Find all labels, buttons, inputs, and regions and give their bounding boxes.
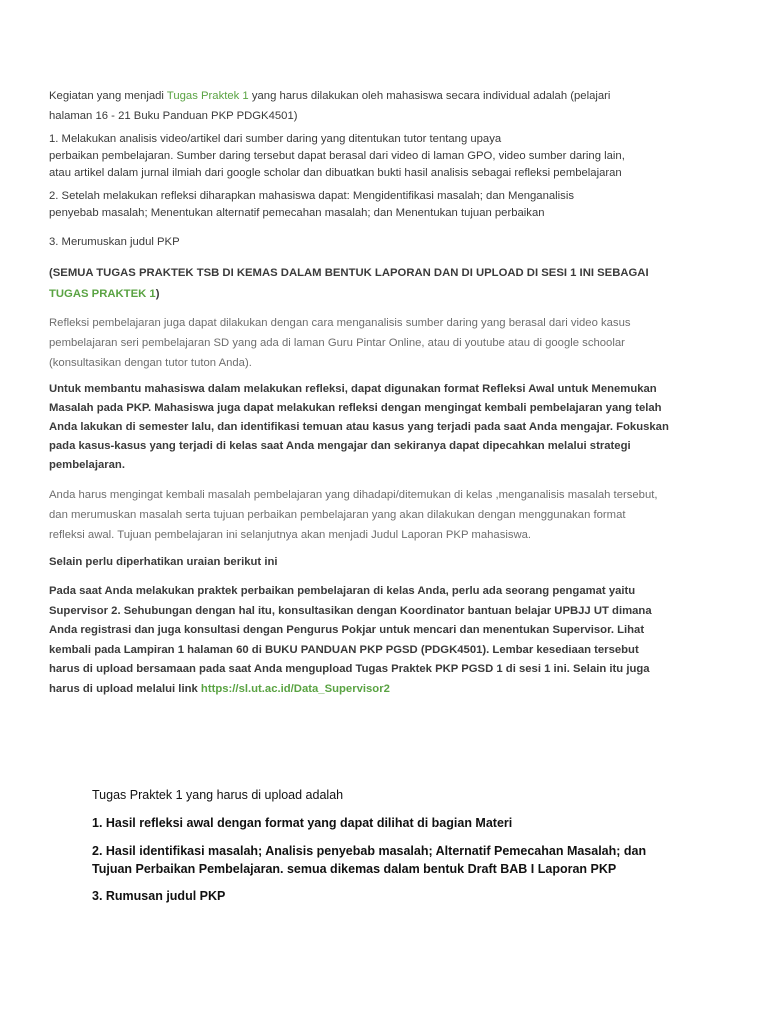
refleksi-line: pembelajaran seri pembelajaran SD yang ada di laman Guru Pintar Online, atau di youtube atau di google schoolar [49,337,625,349]
refleksi-line: Refleksi pembelajaran juga dapat dilakukan dengan cara menganalisis sumber daring yang berasal dari video kasus [49,317,631,329]
upload-heading: Tugas Praktek 1 yang harus di upload adalah [92,788,344,802]
upload-item-2-line: 2. Hasil identifikasi masalah; Analisis penyebab masalah; Alternatif Pemecahan Masalah; dan [92,844,647,858]
intro-paragraph [49,87,709,126]
item-1-line: atau artikel dalam jurnal ilmiah dari google scholar dan dibuatkan bukti hasil analisis sebagai refleksi pembelajaran [49,167,622,179]
upload-item-1: 1. Hasil refleksi awal dengan format yang dapat dilihat di bagian Materi [92,816,513,830]
item-3-paragraph: 3. Merumuskan judul PKP [49,236,180,248]
item-2-paragraph [49,188,709,222]
pada-line: kembali pada Lampiran 1 halaman 60 di BUKU PANDUAN PKP PGSD (PDGK4501). Lembar kesediaan tersebut [49,643,639,656]
item-1-line: perbaikan pembelajaran. Sumber daring tersebut dapat berasal dari video di laman GPO, video sumber daring lain, [49,150,625,162]
untuk-line: Untuk membantu mahasiswa dalam melakukan refleksi, dapat digunakan format Refleksi Awal untuk Menemukan [49,383,657,395]
anda-line: dan merumuskan masalah serta tujuan perbaikan pembelajaran yang akan dilakukan dengan menggunakan format [49,509,626,521]
upload-item-2-line: Tujuan Perbaikan Pembelajaran. semua dikemas dalam bentuk Draft BAB I Laporan PKP [92,862,617,876]
anda-line: refleksi awal. Tujuan pembelajaran ini selanjutnya akan menjadi Judul Laporan PKP mahasiswa. [49,529,532,541]
untuk-line: pembelajaran. [49,459,125,471]
refleksi-line: (konsultasikan dengan tutor tuton Anda). [49,357,252,369]
untuk-paragraph [49,380,709,475]
notice-paragraph [49,263,709,305]
notice-end: ) [155,288,160,300]
anda-paragraph [49,485,709,545]
pada-paragraph [49,582,709,699]
item-2-line: penyebab masalah; Menentukan alternatif pemecahan masalah; dan Menentukan tujuan perbaikan [49,207,545,219]
pada-line: Pada saat Anda melakukan praktek perbaikan pembelajaran di kelas Anda, perlu ada seorang pengamat yaitu [49,585,636,597]
intro-line2: halaman 16 - 21 Buku Panduan PKP PDGK4501) [49,109,298,122]
tugas-praktek-highlight: TUGAS PRAKTEK 1 [49,288,156,300]
pada-line: Supervisor 2. Sehubungan dengan hal itu, konsultasikan dengan Koordinator bantuan belajar UPBJJ UT dimana [49,604,652,617]
supervisor-link[interactable]: https://sl.ut.ac.id/Data_Supervisor2 [200,682,390,695]
untuk-line: Anda lakukan di semester lalu, dan identifikasi temuan atau kasus yang terjadi pada saat Anda mengajar. Fokuskan [49,421,669,433]
untuk-line: Masalah pada PKP. Mahasiswa juga dapat melakukan refleksi dengan mengingat kembali pembelajaran yang telah [49,402,662,414]
intro-text: Kegiatan yang menjadi [49,90,167,102]
intro-text-cont: yang harus dilakukan oleh mahasiswa secara individual adalah (pelajari [248,90,611,102]
pada-line: harus di upload melalui link [49,682,201,695]
upload-item-3: 3. Rumusan judul PKP [92,889,226,903]
anda-line: Anda harus mengingat kembali masalah pembelajaran yang dihadapi/ditemukan di kelas ,menganalisis masalah tersebut, [49,489,658,501]
tugas-praktek-highlight: Tugas Praktek 1 [166,90,249,102]
pada-line: harus di upload bersamaan pada saat Anda mengupload Tugas Praktek PKP PGSD 1 di sesi 1 ini. Selain itu juga [49,663,650,675]
refleksi-paragraph [49,313,709,373]
upload-item-2 [92,842,692,878]
selain-paragraph: Selain perlu diperhatikan uraian berikut ini [49,556,278,568]
item-1-paragraph [49,131,709,182]
item-2-line: 2. Setelah melakukan refleksi diharapkan mahasiswa dapat: Mengidentifikasi masalah; dan Menganalisis [49,190,574,202]
untuk-line: pada kasus-kasus yang terjadi di kelas saat Anda mengajar dan sekiranya dapat dipecahkan melalui strategi [49,440,631,452]
item-1-line: 1. Melakukan analisis video/artikel dari sumber daring yang ditentukan tutor tentang upaya [49,133,502,145]
notice-line: (SEMUA TUGAS PRAKTEK TSB DI KEMAS DALAM BENTUK LAPORAN DAN DI UPLOAD DI SESI 1 INI SEBAGAI [49,267,649,279]
pada-line: Anda registrasi dan juga konsultasi dengan Pengurus Pokjar untuk mencari dan menentukan Supervisor. Lihat [49,624,645,636]
